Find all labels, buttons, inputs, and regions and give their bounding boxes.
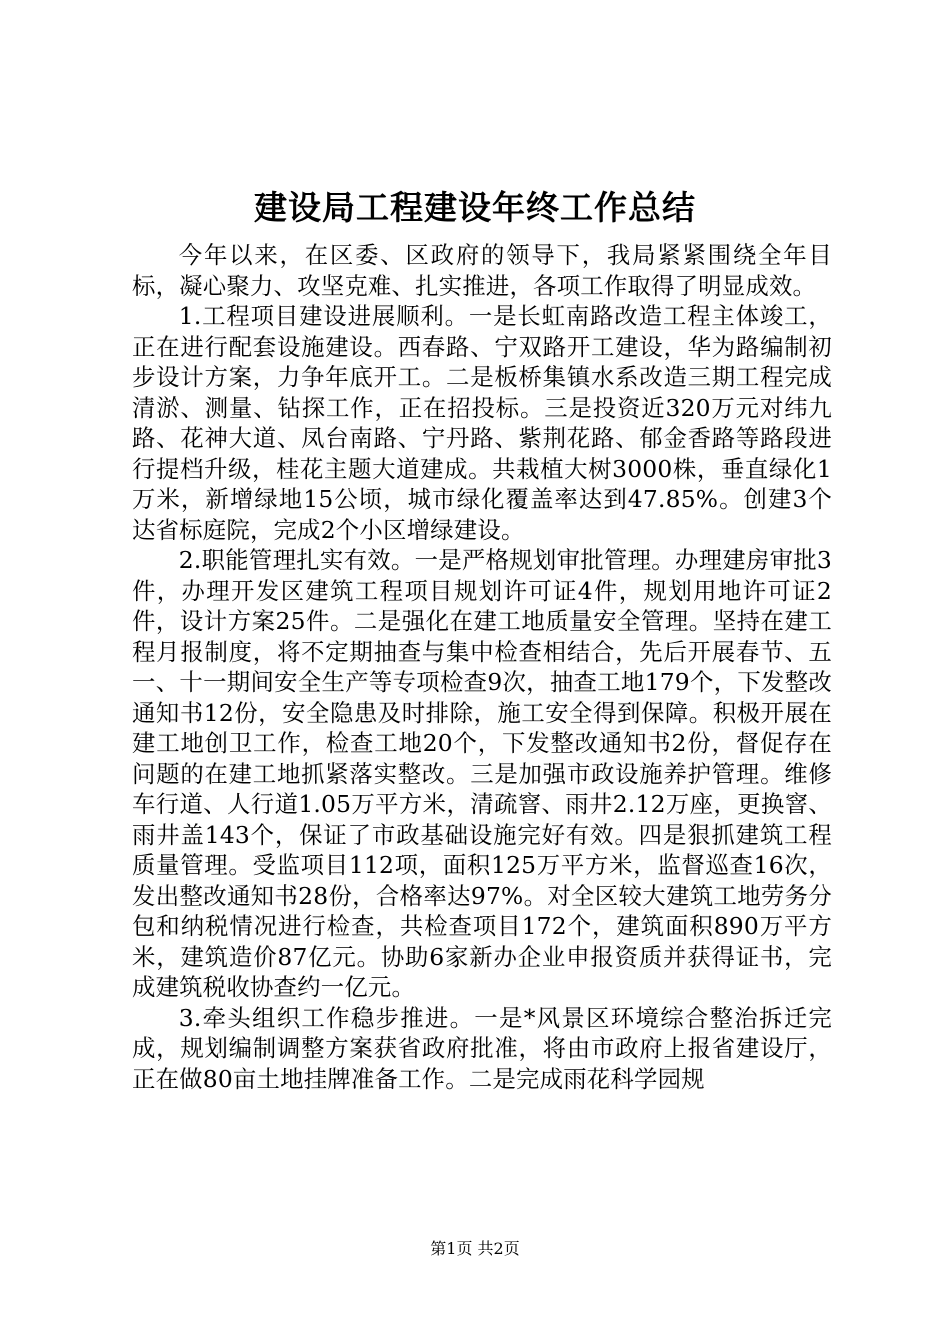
paragraph-function-management: 2.职能管理扎实有效。一是严格规划审批管理。办理建房审批3件，办理开发区建筑工程项目规划许可证4件，规划用地许可证2件，设计方案25件。二是强化在建工地质量安全管理。坚持在建工程月报制度，将不定期抽查与集中检查相结合，先后开展春节、五一、十一期间安全生产等专项检查9次，抽查工地179个，下发整改通知书12份，安全隐患及时排除，施工安全得到保障。积极开展在建工地创卫工作，检查工地20个，下发整改通知书2份，督促存在问题的在建工地抓紧落实整改。三是加强市政设施养护管理。维修车行道、人行道1.05万平方米，清疏窨、雨井2.12万座，更换窨、雨井盖143个，保证了市政基础设施完好有效。四是狠抓建筑工程质量管理。受监项目112项，面积125万平方米，监督巡查16次，发出整改通知书28份，合格率达97%。对全区较大建筑工地劳务分包和纳税情况进行检查，共检查项目172个，建筑面积890万平方米，建筑造价87亿元。协助6家新办企业申报资质并获得证书，完成建筑税收协查约一亿元。 bbox=[132, 546, 832, 1001]
document-title: 建设局工程建设年终工作总结 bbox=[254, 188, 696, 227]
document-body bbox=[132, 240, 832, 1094]
paragraph-lead-organization: 3.牵头组织工作稳步推进。一是*风景区环境综合整治拆迁完成，规划编制调整方案获省政府批准，将由市政府上报省建设厅，正在做80亩土地挂牌准备工作。二是完成雨花科学园规 bbox=[132, 1003, 832, 1093]
paragraph-intro: 今年以来，在区委、区政府的领导下，我局紧紧围绕全年目标，凝心聚力、攻坚克难、扎实推进，各项工作取得了明显成效。 bbox=[132, 241, 832, 300]
paragraph-project-construction: 1.工程项目建设进展顺利。一是长虹南路改造工程主体竣工，正在进行配套设施建设。西春路、宁双路开工建设，华为路编制初步设计方案，力争年底开工。二是板桥集镇水系改造三期工程完成清淤、测量、钻探工作，正在招投标。三是投资近320万元对纬九路、花神大道、凤台南路、宁丹路、紫荆花路、郁金香路等路段进行提档升级，桂花主题大道建成。共栽植大树3000株，垂直绿化1万米，新增绿地15公顷，城市绿化覆盖率达到47.85%。创建3个达省标庭院，完成2个小区增绿建设。 bbox=[132, 302, 832, 544]
page-footer: 第1页 共2页 bbox=[430, 1239, 520, 1258]
